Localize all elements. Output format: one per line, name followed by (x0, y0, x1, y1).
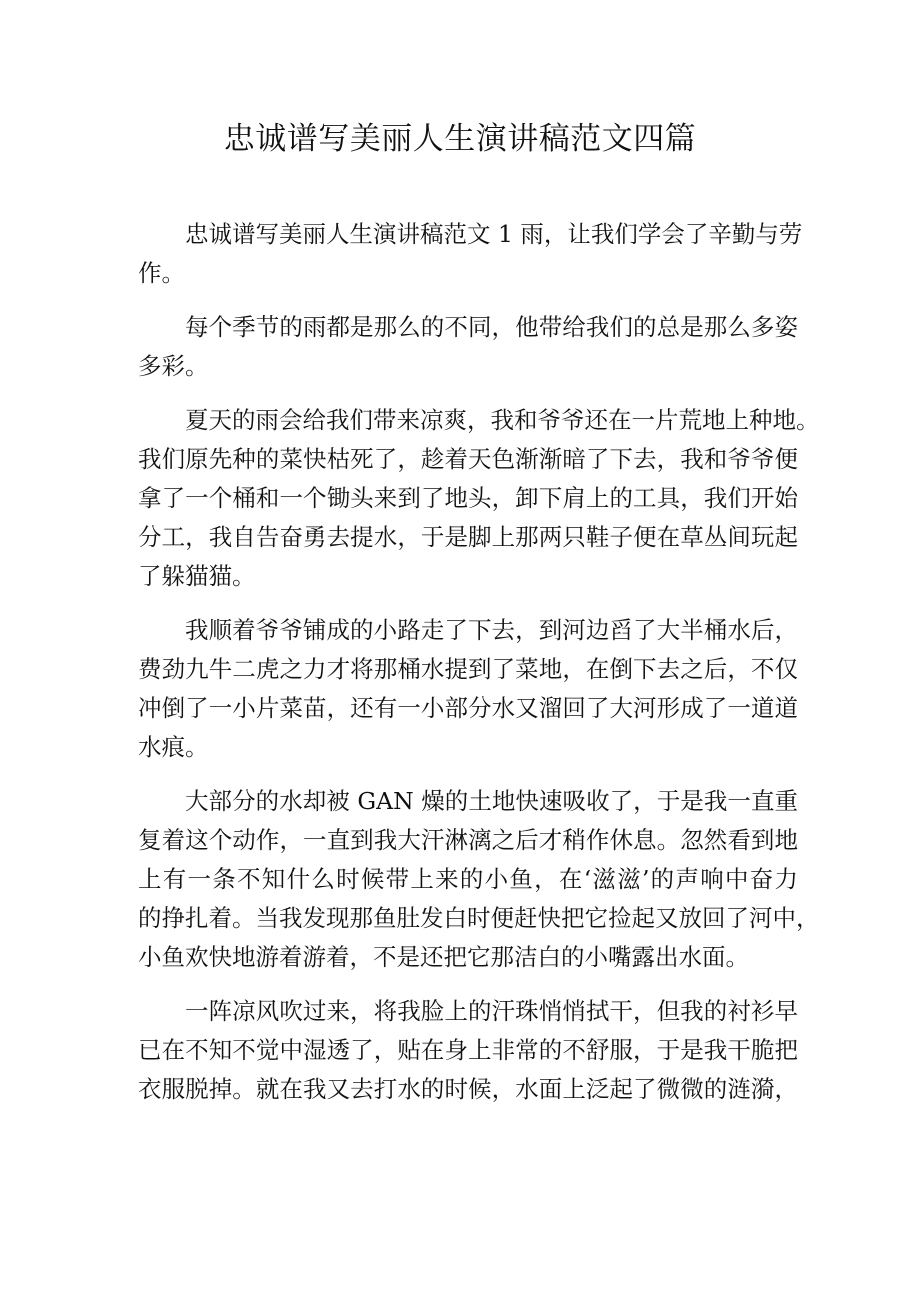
paragraph (138, 401, 820, 596)
text-line: 费劲九牛二虎之力才将那桶水提到了菜地，在倒下去之后，不仅 (138, 655, 798, 683)
text-line: 水痕。 (138, 733, 209, 761)
text-line: 忠诚谱写美丽人生演讲稿范文 1 雨，让我们学会了辛勤与劳 (185, 220, 803, 248)
text-line: 衣服脱掉。就在我又去打水的时候，水面上泛起了微微的涟漪， (138, 1075, 798, 1103)
text-line: 我顺着爷爷铺成的小路走了下去，到河边舀了大半桶水后， (185, 616, 798, 644)
paragraph (138, 782, 820, 977)
text-line: 作。 (138, 259, 185, 287)
paragraph (138, 215, 803, 293)
text-line: 每个季节的雨都是那么的不同，他带给我们的总是那么多姿 (185, 313, 798, 341)
text-line: 的挣扎着。当我发现那鱼肚发白时便赶快把它捡起又放回了河中， (138, 904, 820, 932)
paragraph (138, 308, 798, 386)
text-line: 多彩。 (138, 352, 209, 380)
document-body (138, 215, 820, 1109)
text-line: 冲倒了一小片菜苗，还有一小部分水又溜回了大河形成了一道道 (138, 694, 798, 722)
text-line: 我们原先种的菜快枯死了，趁着天色渐渐暗了下去，我和爷爷便 (138, 445, 798, 473)
text-line: 小鱼欢快地游着游着，不是还把它那洁白的小嘴露出水面。 (138, 943, 749, 971)
text-line: 复着这个动作，一直到我大汗淋漓之后才稍作休息。忽然看到地 (138, 826, 798, 854)
text-line: 分工，我自告奋勇去提水，于是脚上那两只鞋子便在草丛间玩起 (138, 523, 798, 551)
text-line: 一阵凉风吹过来，将我脸上的汗珠悄悄拭干，但我的衬衫早 (185, 997, 798, 1025)
document-title: 忠诚谱写美丽人生演讲稿范文四篇 (223, 121, 697, 157)
text-line: 上有一条不知什么时候带上来的小鱼，在‘滋滋’的声响中奋力 (138, 865, 798, 893)
paragraph (138, 992, 798, 1109)
paragraph (138, 611, 798, 767)
text-line: 拿了一个桶和一个锄头来到了地头，卸下肩上的工具，我们开始 (138, 484, 798, 512)
text-line: 夏天的雨会给我们带来凉爽，我和爷爷还在一片荒地上种地。 (185, 406, 820, 434)
text-line: 已在不知不觉中湿透了，贴在身上非常的不舒服，于是我干脆把 (138, 1036, 798, 1064)
text-line: 大部分的水却被 GAN 燥的土地快速吸收了，于是我一直重 (185, 787, 798, 815)
text-line: 了躲猫猫。 (138, 562, 256, 590)
